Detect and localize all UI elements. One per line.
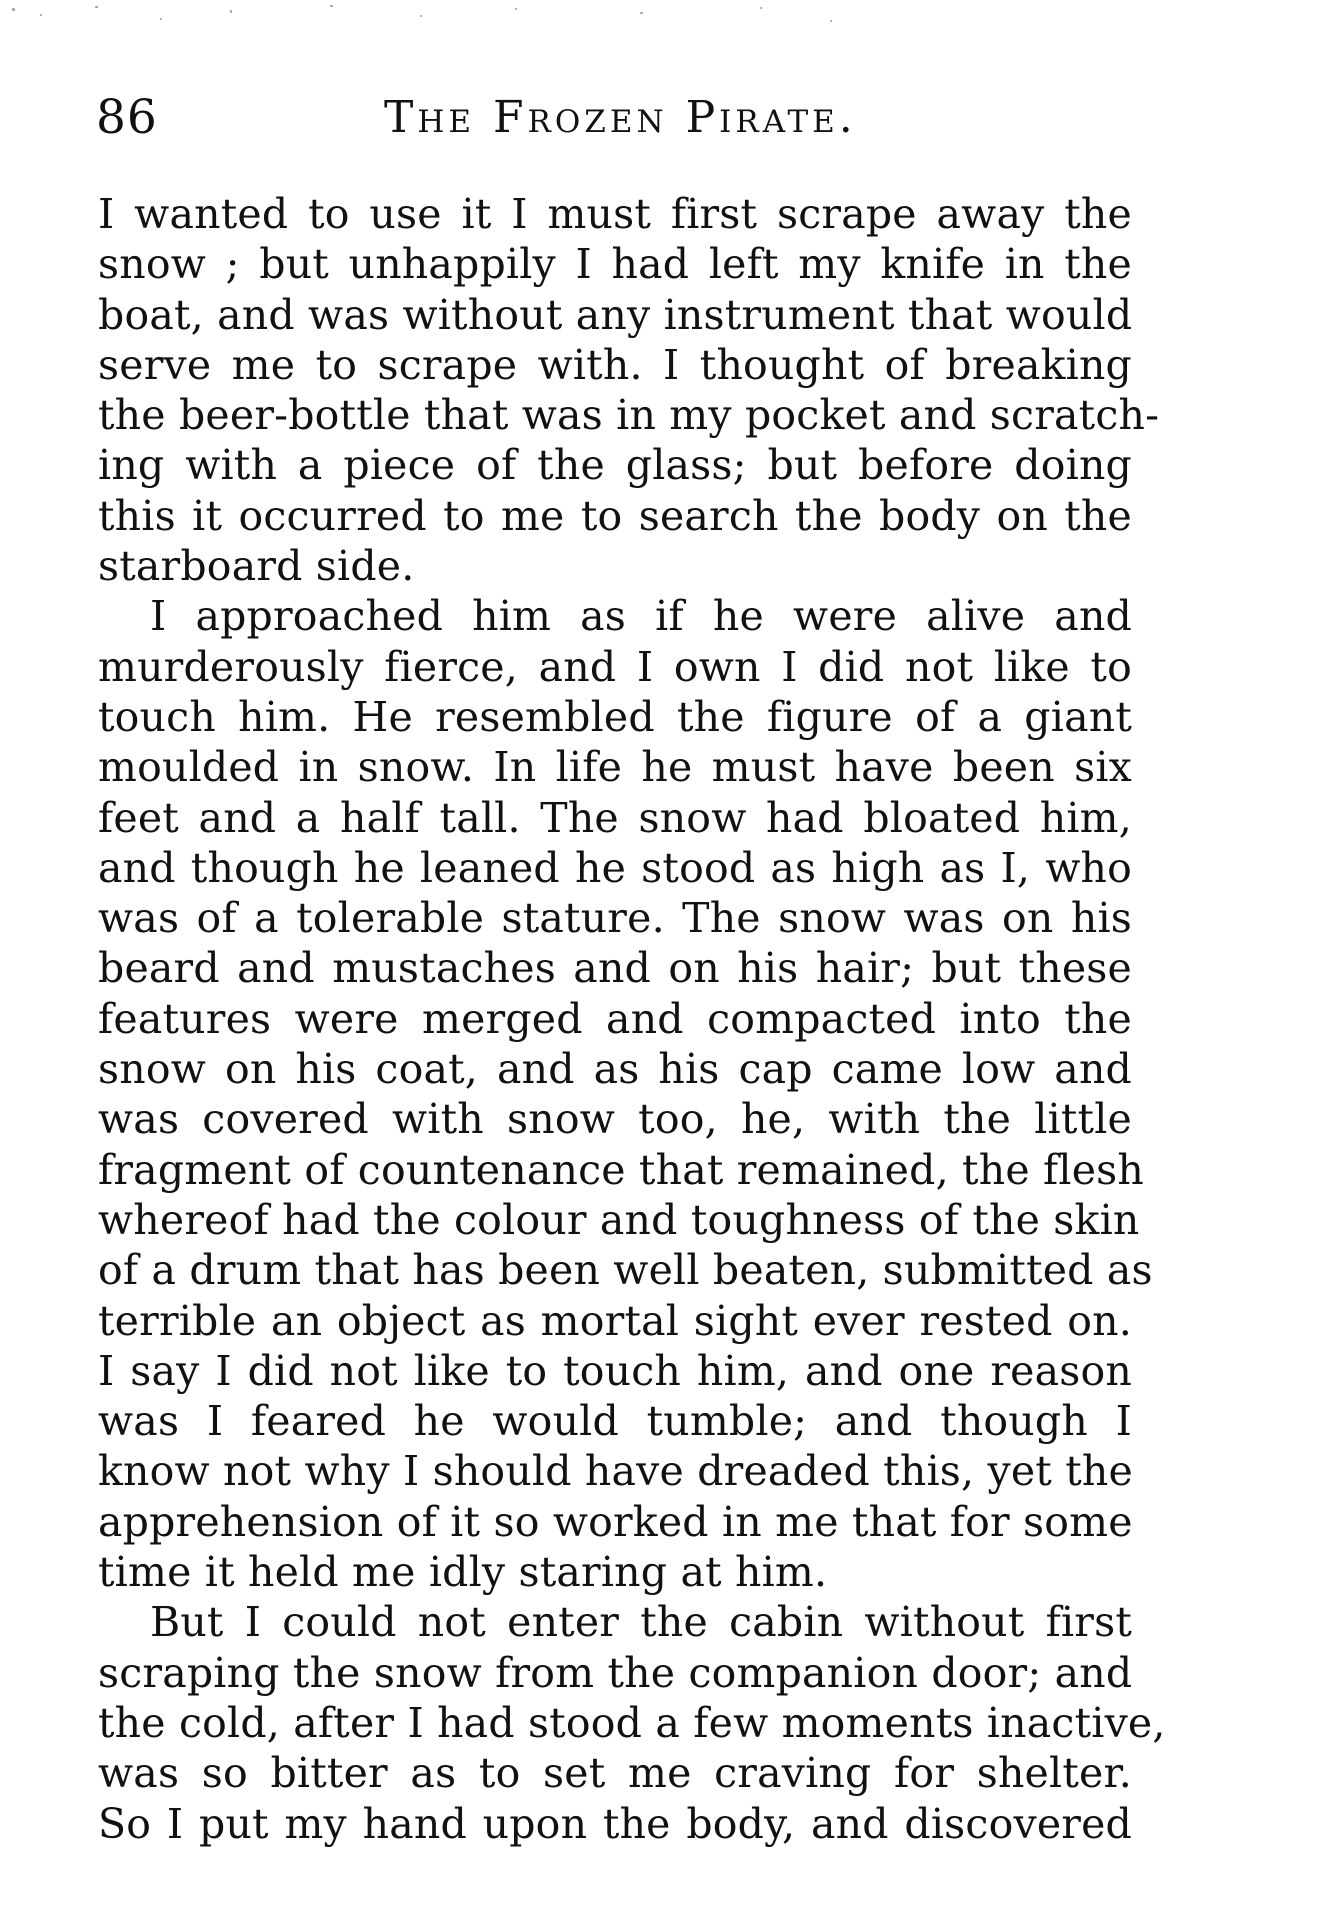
text-line: But I could not enter the cabin without first xyxy=(150,1598,1132,1647)
text-line: of a drum that has been well beaten, submitted as xyxy=(98,1246,1153,1295)
text-line: apprehension of it so worked in me that for some xyxy=(98,1497,1133,1546)
text-line: touch him. He resembled the figure of a giant xyxy=(98,692,1132,741)
text-line: serve me to scrape with. I thought of breaking xyxy=(98,340,1132,389)
text-line: ing with a piece of the glass; but before doing xyxy=(98,441,1132,490)
speck xyxy=(160,18,162,20)
speck xyxy=(230,10,232,13)
text-line: So I put my hand upon the body, and discovered xyxy=(98,1799,1132,1848)
speck xyxy=(830,20,832,22)
text-line: I wanted to use it I must first scrape away the xyxy=(98,190,1132,238)
text-line: I approached him as if he were alive and xyxy=(150,592,1132,641)
text-line: know not why I should have dreaded this, yet the xyxy=(98,1447,1133,1496)
running-title: The Frozen Pirate. xyxy=(384,92,857,143)
text-line: snow ; but unhappily I had left my knife in the xyxy=(98,240,1132,289)
text-line: scraping the snow from the companion door; and xyxy=(98,1648,1133,1697)
text-line: murderously fierce, and I own I did not like to xyxy=(98,642,1132,691)
text-line: moulded in snow. In life he must have been six xyxy=(98,743,1132,792)
speck xyxy=(40,14,42,16)
text-line: the beer-bottle that was in my pocket and scratch- xyxy=(98,391,1160,440)
speck xyxy=(515,8,517,10)
speck xyxy=(12,8,15,11)
body-text xyxy=(98,189,1166,1849)
text-line: time it held me idly staring at him. xyxy=(98,1548,828,1597)
page-number: 86 xyxy=(96,90,158,145)
speck xyxy=(640,12,643,14)
text-line: snow on his coat, and as his cap came low and xyxy=(98,1045,1132,1094)
speck xyxy=(95,6,98,8)
text-line: was covered with snow too, he, with the little xyxy=(98,1095,1132,1144)
text-line: was of a tolerable stature. The snow was on his xyxy=(98,894,1132,943)
text-line: whereof had the colour and toughness of the skin xyxy=(98,1195,1140,1244)
paper-specks xyxy=(0,0,900,60)
text-line: fragment of countenance that remained, the flesh xyxy=(98,1145,1145,1194)
text-line: features were merged and compacted into the xyxy=(98,994,1132,1043)
speck xyxy=(330,5,333,7)
speck xyxy=(420,15,422,17)
text-line: was I feared he would tumble; and though I xyxy=(98,1397,1132,1446)
text-line: I say I did not like to touch him, and one reason xyxy=(98,1346,1132,1395)
page-header xyxy=(96,88,1136,148)
text-line: this it occurred to me to search the body on the xyxy=(98,491,1132,540)
text-line: the cold, after I had stood a few moments inactive, xyxy=(98,1698,1166,1747)
text-line: and though he leaned he stood as high as I, who xyxy=(98,843,1132,892)
text-line: was so bitter as to set me craving for shelter. xyxy=(98,1749,1132,1798)
text-line: boat, and was without any instrument that would xyxy=(98,290,1133,339)
text-line: beard and mustaches and on his hair; but these xyxy=(98,944,1132,993)
text-line: starboard side. xyxy=(98,542,415,591)
text-line: terrible an object as mortal sight ever rested on. xyxy=(98,1296,1132,1345)
speck xyxy=(760,7,762,9)
text-line: feet and a half tall. The snow had bloated him, xyxy=(98,793,1132,842)
